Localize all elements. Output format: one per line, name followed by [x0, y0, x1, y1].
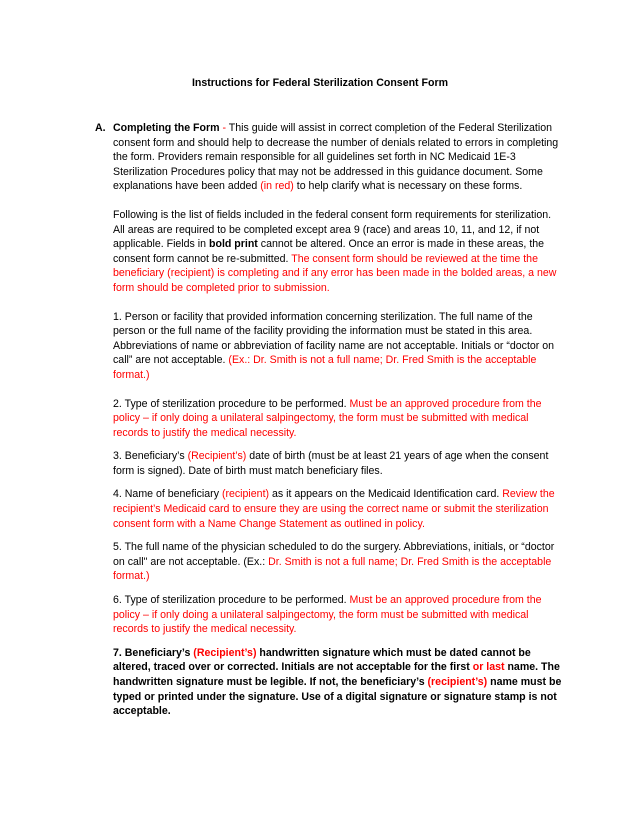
item-7-text-2: handwritten signature which must be dated cannot be altered, traced over or corrected. Initials are not acceptable for the first — [113, 646, 531, 674]
item-7 — [113, 646, 565, 719]
item-7-red-1: (Recipient’s) — [193, 646, 257, 659]
item-1-text: 1. Person or facility that provided information concerning sterilization. The full name of the person or the full name of the facility providing the information must be stated in this area. Abbreviations of name or abbreviation of facility name are not acceptable. Initials or “doctor on call” are not acceptable. — [113, 310, 555, 367]
fields-intro-bold: bold print — [209, 238, 258, 251]
item-6-red: Must be an approved procedure from the policy – if only doing a unilateral salpingectomy, the form must be submitted with medical records to justify the medical necessity. — [113, 594, 542, 636]
document-title: Instructions for Federal Sterilization Consent Form — [191, 77, 449, 89]
section-heading: Completing the Form — [113, 122, 220, 134]
item-4 — [113, 487, 565, 531]
item-5 — [113, 540, 565, 584]
item-7-text-3: name. The handwritten signature must be legible. If not, the beneficiary’s — [113, 661, 560, 688]
item-3 — [113, 449, 565, 478]
item-4-red-1: (recipient) — [221, 488, 270, 501]
section-label: A. — [95, 122, 106, 134]
item-2-text: 2. Type of sterilization procedure to be performed. — [113, 397, 350, 410]
fields-intro-red: The consent form should be reviewed at the time the beneficiary (recipient) is completing and if any error has been made in the bolded areas, a new form should be completed prior to submission. — [113, 252, 557, 294]
fields-intro-paragraph — [113, 208, 565, 296]
item-7-red-2: or last — [472, 661, 505, 674]
fields-intro-text-1: Following is the list of fields included in the federal consent form requirements for sterilization. All areas are required to be completed except area 9 (race) and areas 10, 11, and 12, if not applicable. Fields in — [113, 208, 552, 251]
item-3-text-2: date of birth (must be at least 21 years of age when the consent form is signed). Date of birth must match beneficiary files. — [113, 450, 549, 477]
fields-intro-text-2: cannot be altered. Once an error is made in these areas, the consent form cannot be re-submitted. — [113, 238, 545, 265]
item-7-number: 7. — [113, 646, 125, 659]
item-6 — [113, 593, 565, 637]
item-2-red: Must be an approved procedure from the policy – if only doing a unilateral salpingectomy, the form must be submitted with medical records to justify the medical necessity. — [113, 397, 542, 439]
item-4-text-1: 4. Name of beneficiary — [113, 488, 222, 501]
intro-paragraph — [113, 121, 565, 194]
item-2 — [113, 397, 565, 441]
item-1-red: (Ex.: Dr. Smith is not a full name; Dr. Fred Smith is the acceptable format.) — [113, 354, 537, 381]
item-4-red-2: Review the recipient’s Medicaid card to ensure they are using the correct name or submit the sterilization consent form with a Name Change Statement as outlined in policy. — [113, 488, 555, 530]
item-6-text: 6. Type of sterilization procedure to be performed. — [113, 594, 350, 607]
section-content — [113, 121, 565, 719]
item-7-text-1: Beneficiary’s — [124, 646, 194, 659]
intro-text-2: to help clarify what is necessary on these forms. — [293, 180, 523, 193]
item-7-text-4: name must be typed or printed under the signature. Use of a digital signature or signature stamp is not acceptable. — [113, 676, 562, 718]
item-4-text-2: as it appears on the Medicaid Identification card. — [269, 488, 503, 501]
item-5-red: Dr. Smith is not a full name; Dr. Fred Smith is the acceptable format.) — [113, 555, 552, 583]
item-7-red-3: (recipient’s) — [427, 676, 488, 688]
heading-dash: - — [219, 122, 229, 134]
item-3-text-1: 3. Beneficiary’s — [113, 450, 188, 463]
item-3-red: (Recipient’s) — [187, 450, 247, 463]
item-1 — [113, 310, 565, 383]
intro-text-1: This guide will assist in correct completion of the Federal Sterilization consent form and should help to decrease the number of denials related to errors in completing the form. Providers remain responsible for all guidelines set forth in NC Medicaid 1E-3 Sterilization Procedures policy that may not be addressed in this guidance document. Some explanations have been added — [113, 122, 559, 193]
item-5-text-1: 5. The full name of the physician scheduled to do the surgery. Abbreviations, initials, or “doctor on call" are not acceptable. (Ex.: — [113, 541, 555, 568]
intro-red-note: (in red) — [260, 180, 294, 193]
